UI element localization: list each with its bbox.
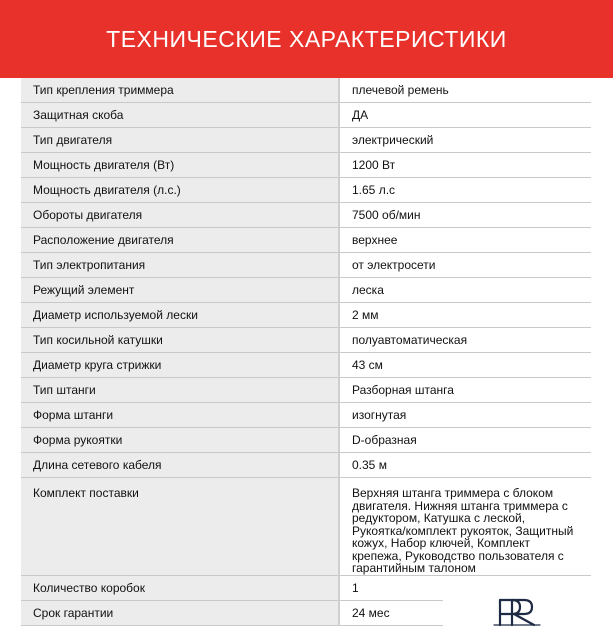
spec-value: от электросети <box>339 253 591 278</box>
table-row <box>21 428 591 453</box>
spec-label: Тип косильной катушки <box>21 328 339 353</box>
spec-label: Защитная скоба <box>21 103 339 128</box>
spec-label: Тип двигателя <box>21 128 339 153</box>
spec-value: леска <box>339 278 591 303</box>
spec-label: Форма штанги <box>21 403 339 428</box>
spec-label: Обороты двигателя <box>21 203 339 228</box>
table-row <box>21 253 591 278</box>
spec-value: полуавтоматическая <box>339 328 591 353</box>
spec-label: Диаметр круга стрижки <box>21 353 339 378</box>
table-row <box>21 278 591 303</box>
brand-logo <box>443 594 593 630</box>
spec-label: Форма рукоятки <box>21 428 339 453</box>
table-row <box>21 453 591 478</box>
spec-value: верхнее <box>339 228 591 253</box>
spec-label: Мощность двигателя (л.с.) <box>21 178 339 203</box>
spec-label: Длина сетевого кабеля <box>21 453 339 478</box>
spec-table <box>21 78 591 626</box>
spec-value: Верхняя штанга триммера с блоком двигателя. Нижняя штанга триммера с редуктором, Катушка с леской, Рукоятка/комплект рукояток, Защитный кожух, Набор ключей, Комплект крепежа, Руководство пользователя с гарантийным талоном <box>339 478 591 576</box>
spec-label: Диаметр используемой лески <box>21 303 339 328</box>
spec-value: 1 <box>339 575 591 600</box>
table-row <box>21 328 591 353</box>
spec-label: Тип крепления триммера <box>21 78 339 103</box>
spec-value: 0.35 м <box>339 453 591 478</box>
table-row <box>21 128 591 153</box>
spec-value: 24 мес <box>339 600 591 625</box>
monogram-logo-icon <box>490 596 546 628</box>
spec-value: плечевой ремень <box>339 78 591 103</box>
table-row <box>21 228 591 253</box>
spec-label: Количество коробок <box>21 575 339 600</box>
spec-value: ДА <box>339 103 591 128</box>
table-row <box>21 203 591 228</box>
spec-label: Комплект поставки <box>21 478 339 576</box>
spec-label: Тип штанги <box>21 378 339 403</box>
page-title: ТЕХНИЧЕСКИЕ ХАРАКТЕРИСТИКИ <box>106 25 507 52</box>
spec-value: 7500 об/мин <box>339 203 591 228</box>
spec-value: 1200 Вт <box>339 153 591 178</box>
table-row <box>21 478 591 576</box>
table-row <box>21 178 591 203</box>
spec-value: D-образная <box>339 428 591 453</box>
table-row <box>21 153 591 178</box>
spec-value: электрический <box>339 128 591 153</box>
table-row <box>21 378 591 403</box>
spec-label: Расположение двигателя <box>21 228 339 253</box>
table-row <box>21 303 591 328</box>
spec-label: Срок гарантии <box>21 600 339 625</box>
table-row <box>21 103 591 128</box>
spec-value: 1.65 л.с <box>339 178 591 203</box>
spec-value: 43 см <box>339 353 591 378</box>
spec-label: Тип электропитания <box>21 253 339 278</box>
header-banner <box>0 0 613 78</box>
spec-value: 2 мм <box>339 303 591 328</box>
spec-value: Разборная штанга <box>339 378 591 403</box>
spec-label: Режущий элемент <box>21 278 339 303</box>
table-row <box>21 78 591 103</box>
spec-value: изогнутая <box>339 403 591 428</box>
spec-label: Мощность двигателя (Вт) <box>21 153 339 178</box>
table-row <box>21 353 591 378</box>
table-row <box>21 403 591 428</box>
